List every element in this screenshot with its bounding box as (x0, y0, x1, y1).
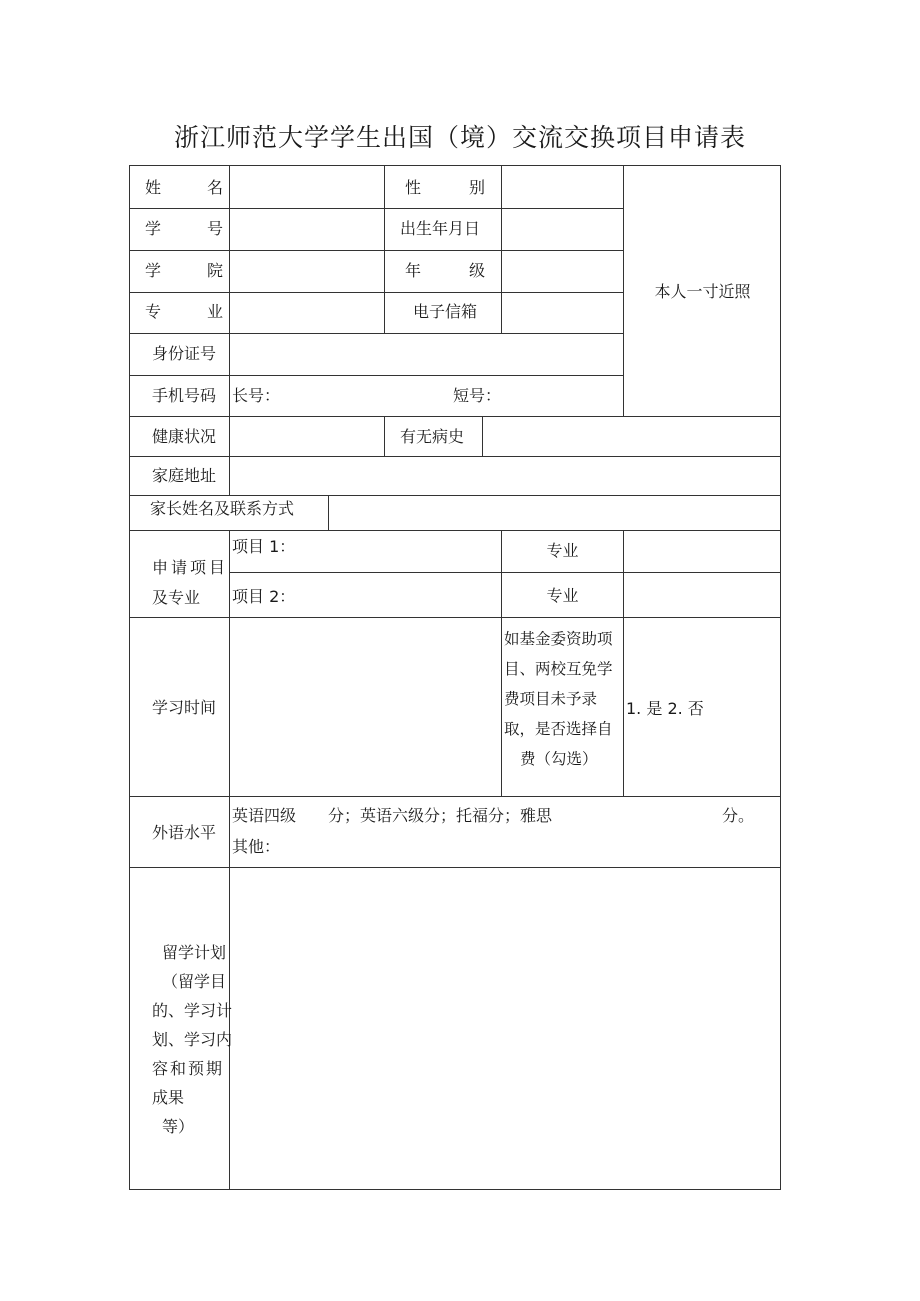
name-label: 姓 名 (145, 178, 223, 197)
email-field[interactable] (502, 293, 622, 332)
major-label: 专 业 (145, 302, 223, 321)
study-time-label: 学习时间 (152, 698, 217, 717)
address-field[interactable] (230, 457, 780, 494)
id-card-label: 身份证号 (152, 344, 217, 363)
phone-label: 手机号码 (152, 386, 217, 405)
project-1-major-field[interactable] (624, 531, 780, 571)
parent-contact-field[interactable] (329, 496, 780, 529)
form-title: 浙江师范大学学生出国（境）交流交换项目申请表 (173, 123, 746, 152)
college-label: 学 院 (145, 261, 223, 280)
apply-project-label: 申请项目 及专业 (152, 558, 229, 607)
grade-label: 年 级 (405, 261, 485, 280)
column-divider (384, 165, 385, 333)
study-time-field[interactable] (230, 618, 500, 795)
project-2-major-label: 专业 (546, 586, 579, 605)
row-divider (129, 796, 781, 797)
project-2-major-field[interactable] (624, 573, 780, 616)
project-2-label[interactable]: 项目 2： (232, 587, 296, 606)
health-label: 健康状况 (152, 427, 217, 446)
address-label: 家庭地址 (152, 466, 217, 485)
birth-date-field[interactable] (502, 209, 622, 249)
grade-field[interactable] (502, 251, 622, 291)
project-1-major-label: 专业 (546, 541, 579, 560)
id-card-field[interactable] (230, 334, 622, 374)
email-label: 电子信箱 (413, 302, 478, 321)
self-pay-question: 如基金委资助项 目、两校互免学 费项目未予录 取，是否选择自 费（勾选） (504, 630, 613, 768)
language-other-line[interactable]: 其他： (232, 837, 281, 856)
gender-field[interactable] (502, 166, 622, 207)
self-pay-options[interactable]: 1. 是 2. 否 (626, 699, 704, 718)
name-field[interactable] (230, 166, 383, 207)
gender-label: 性 别 (405, 178, 485, 197)
birth-date-label: 出生年月日 (400, 219, 481, 238)
study-plan-label: 留学计划 （留学目 的、学习计 划、学习内 容和预期 成果 等） (152, 943, 233, 1136)
major-field[interactable] (230, 293, 383, 332)
language-level-label: 外语水平 (152, 823, 217, 842)
row-divider (129, 375, 623, 376)
project-1-label[interactable]: 项目 1： (232, 537, 296, 556)
health-field[interactable] (230, 417, 383, 455)
language-scores-line[interactable]: 英语四级 分；英语六级分；托福分；雅思 分。 (232, 806, 755, 825)
college-field[interactable] (230, 251, 383, 291)
study-plan-field[interactable] (230, 868, 780, 1189)
column-divider (501, 530, 502, 796)
photo-placeholder: 本人一寸近照 (654, 282, 751, 301)
student-id-field[interactable] (230, 209, 383, 249)
phone-long-label[interactable]: 长号： (232, 386, 281, 405)
phone-short-label[interactable]: 短号： (453, 386, 502, 405)
medical-history-field[interactable] (483, 417, 780, 455)
parent-contact-label: 家长姓名及联系方式 (150, 499, 295, 518)
column-divider (384, 416, 385, 456)
student-id-label: 学 号 (145, 219, 223, 238)
medical-history-label: 有无病史 (400, 427, 465, 446)
